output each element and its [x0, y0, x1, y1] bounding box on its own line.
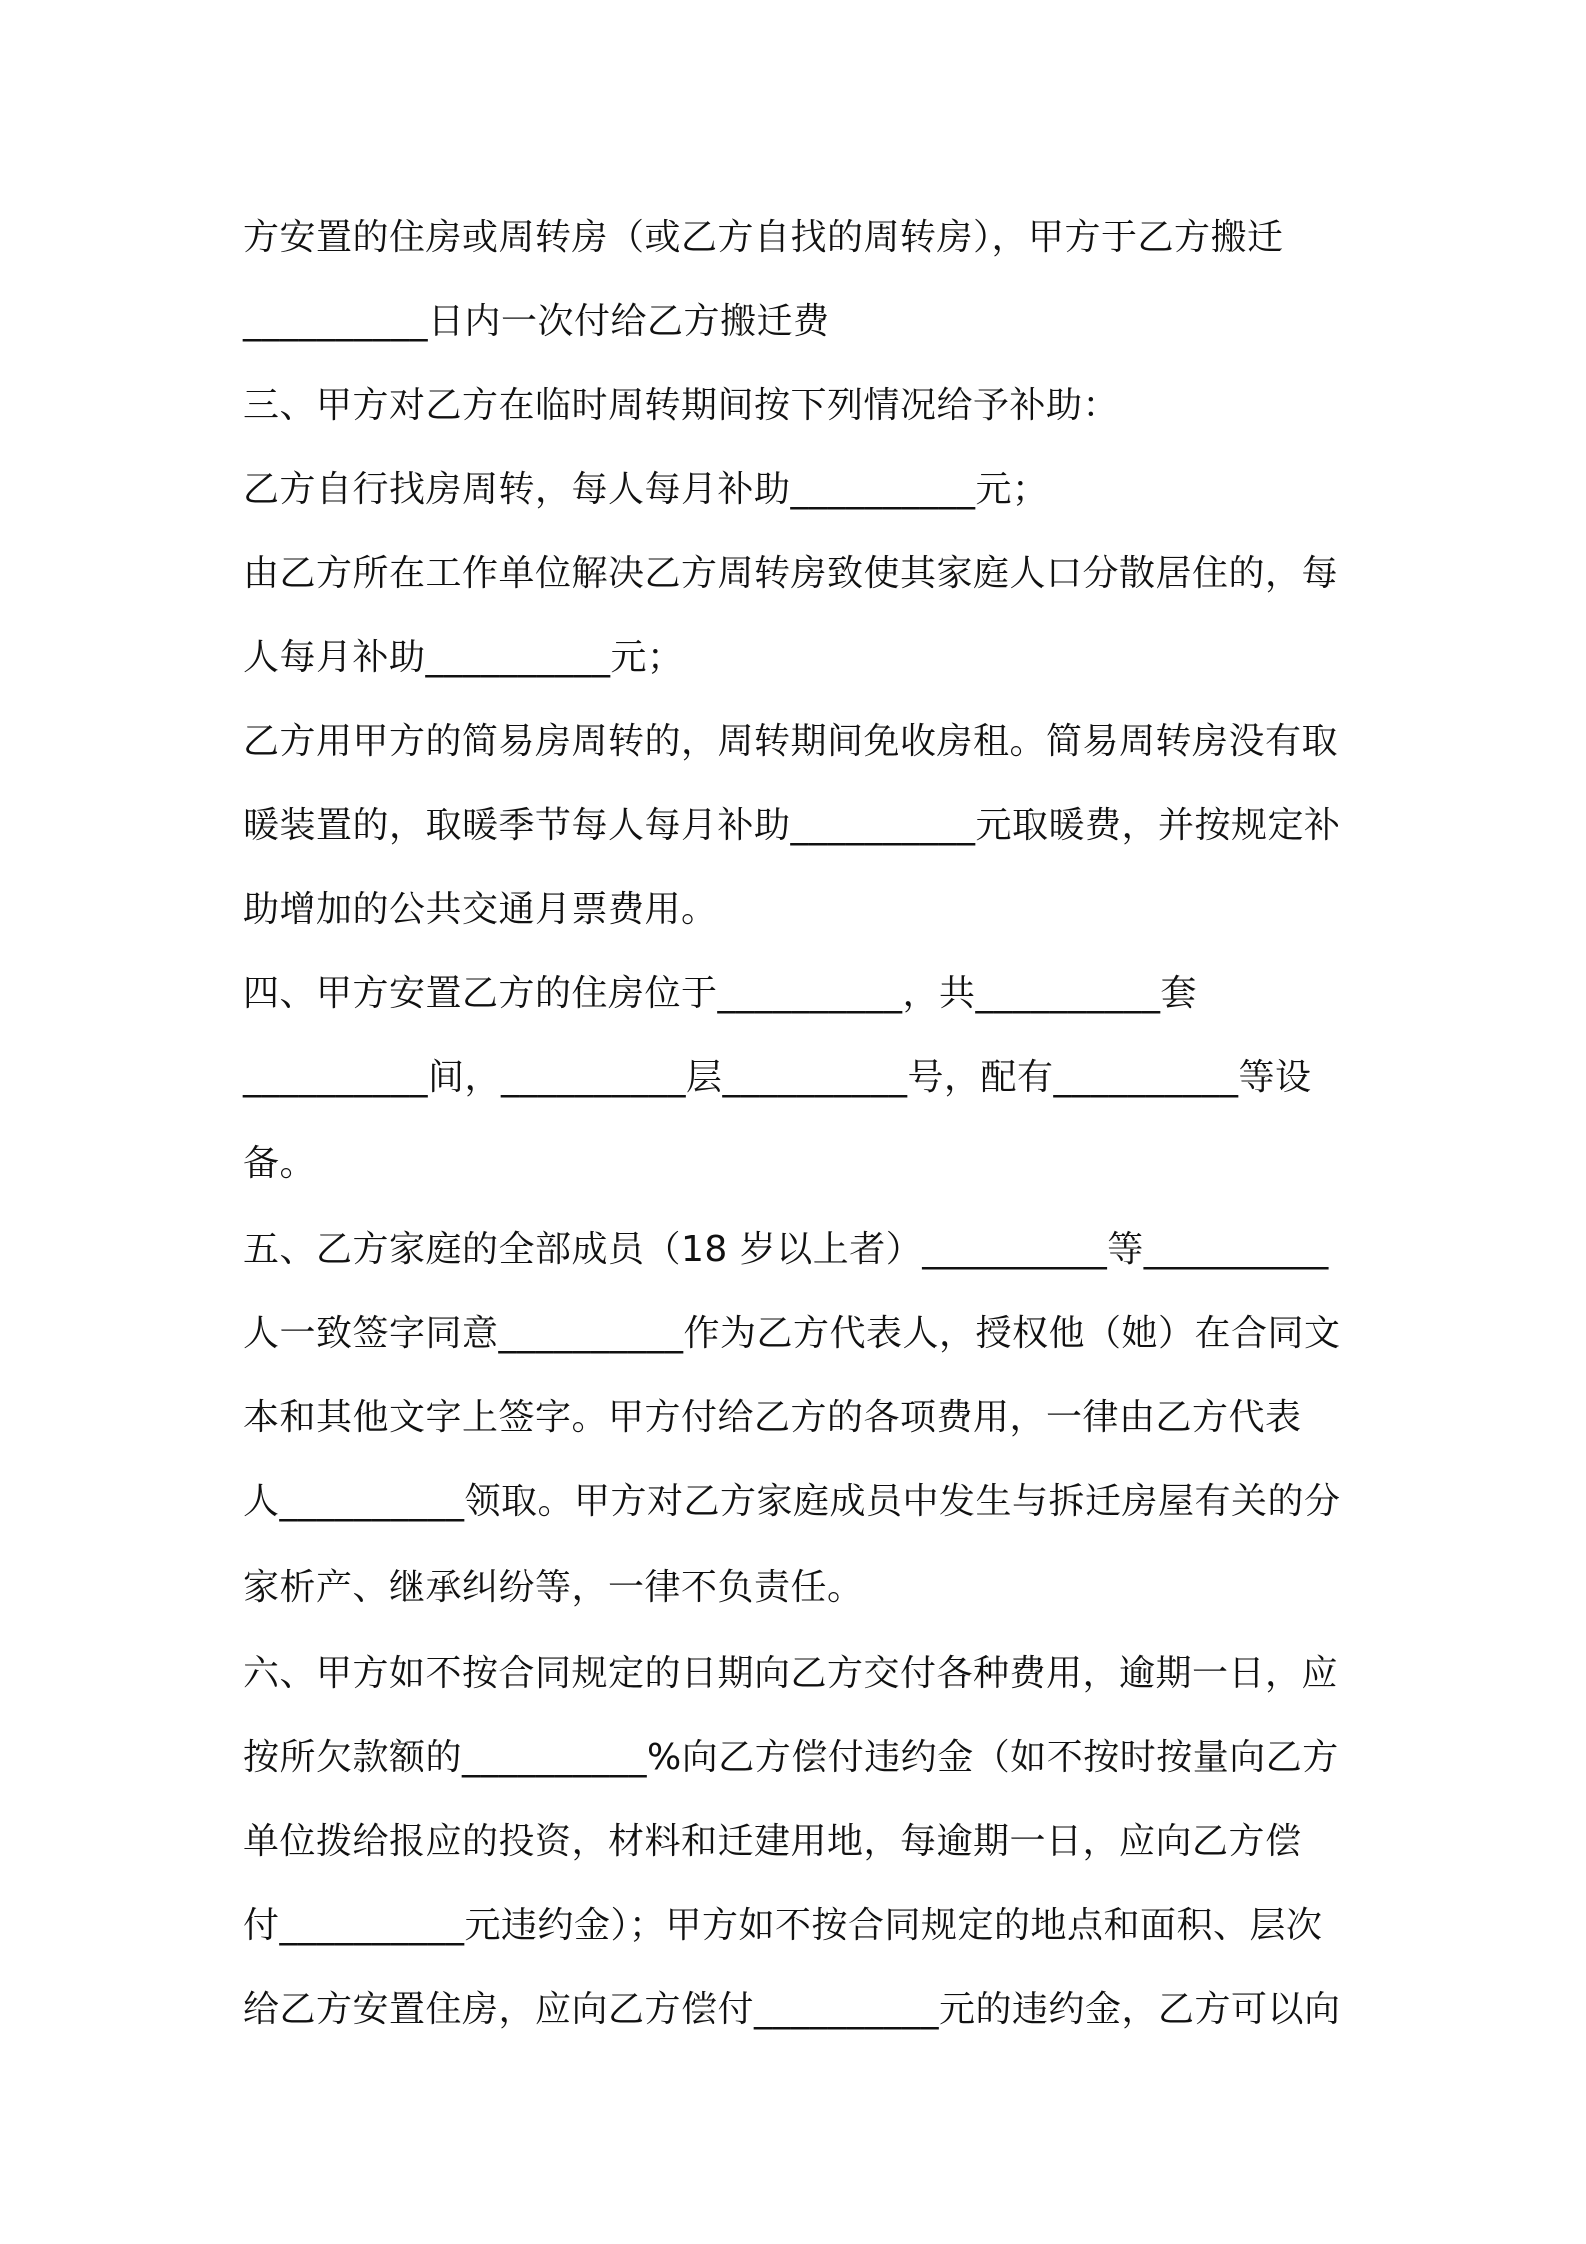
text-line: __________间，__________层__________号，配有__________等设: [243, 1057, 1312, 1098]
text-line: 暖装置的，取暖季节每人每月补助__________元取暖费，并按规定补: [243, 805, 1341, 846]
text-line: 按所欠款额的__________%向乙方偿付违约金（如不按时按量向乙方: [243, 1737, 1339, 1778]
text-line: 方安置的住房或周转房（或乙方自找的周转房），甲方于乙方搬迁: [243, 217, 1284, 258]
section-heading-3: 三、甲方对乙方在临时周转期间按下列情况给予补助：: [243, 385, 1120, 426]
text-line: 助增加的公共交通月票费用。: [243, 889, 718, 930]
text-line: 乙方自行找房周转，每人每月补助__________元；: [243, 469, 1049, 510]
text-line: 单位拨给报应的投资，材料和迁建用地，每逾期一日，应向乙方偿: [243, 1821, 1302, 1862]
text-line: 付__________元违约金）；甲方如不按合同规定的地点和面积、层次: [243, 1905, 1323, 1946]
text-line: 人每月补助__________元；: [243, 637, 684, 678]
text-line: 乙方用甲方的简易房周转的，周转期间免收房租。简易周转房没有取: [243, 721, 1339, 762]
text-line: 人一致签字同意__________作为乙方代表人，授权他（她）在合同文: [243, 1313, 1341, 1354]
text-line: 备。: [243, 1143, 317, 1184]
contract-body: [243, 196, 1363, 2052]
text-line: 人__________领取。甲方对乙方家庭成员中发生与拆迁房屋有关的分: [243, 1481, 1341, 1522]
text-line: 给乙方安置住房，应向乙方偿付__________元的违约金，乙方可以向: [243, 1989, 1341, 2030]
text-line: 家析产、继承纠纷等，一律不负责任。: [243, 1567, 864, 1608]
text-line: 本和其他文字上签字。甲方付给乙方的各项费用，一律由乙方代表: [243, 1397, 1302, 1438]
section-heading-6: 六、甲方如不按合同规定的日期向乙方交付各种费用，逾期一日，应: [243, 1653, 1339, 1694]
section-heading-5: 五、乙方家庭的全部成员（18 岁以上者）__________等__________: [243, 1229, 1329, 1270]
text-line: __________日内一次付给乙方搬迁费: [243, 301, 830, 342]
section-heading-4: 四、甲方安置乙方的住房位于__________，共__________套: [243, 973, 1198, 1014]
text-line: 由乙方所在工作单位解决乙方周转房致使其家庭人口分散居住的，每: [243, 553, 1339, 594]
